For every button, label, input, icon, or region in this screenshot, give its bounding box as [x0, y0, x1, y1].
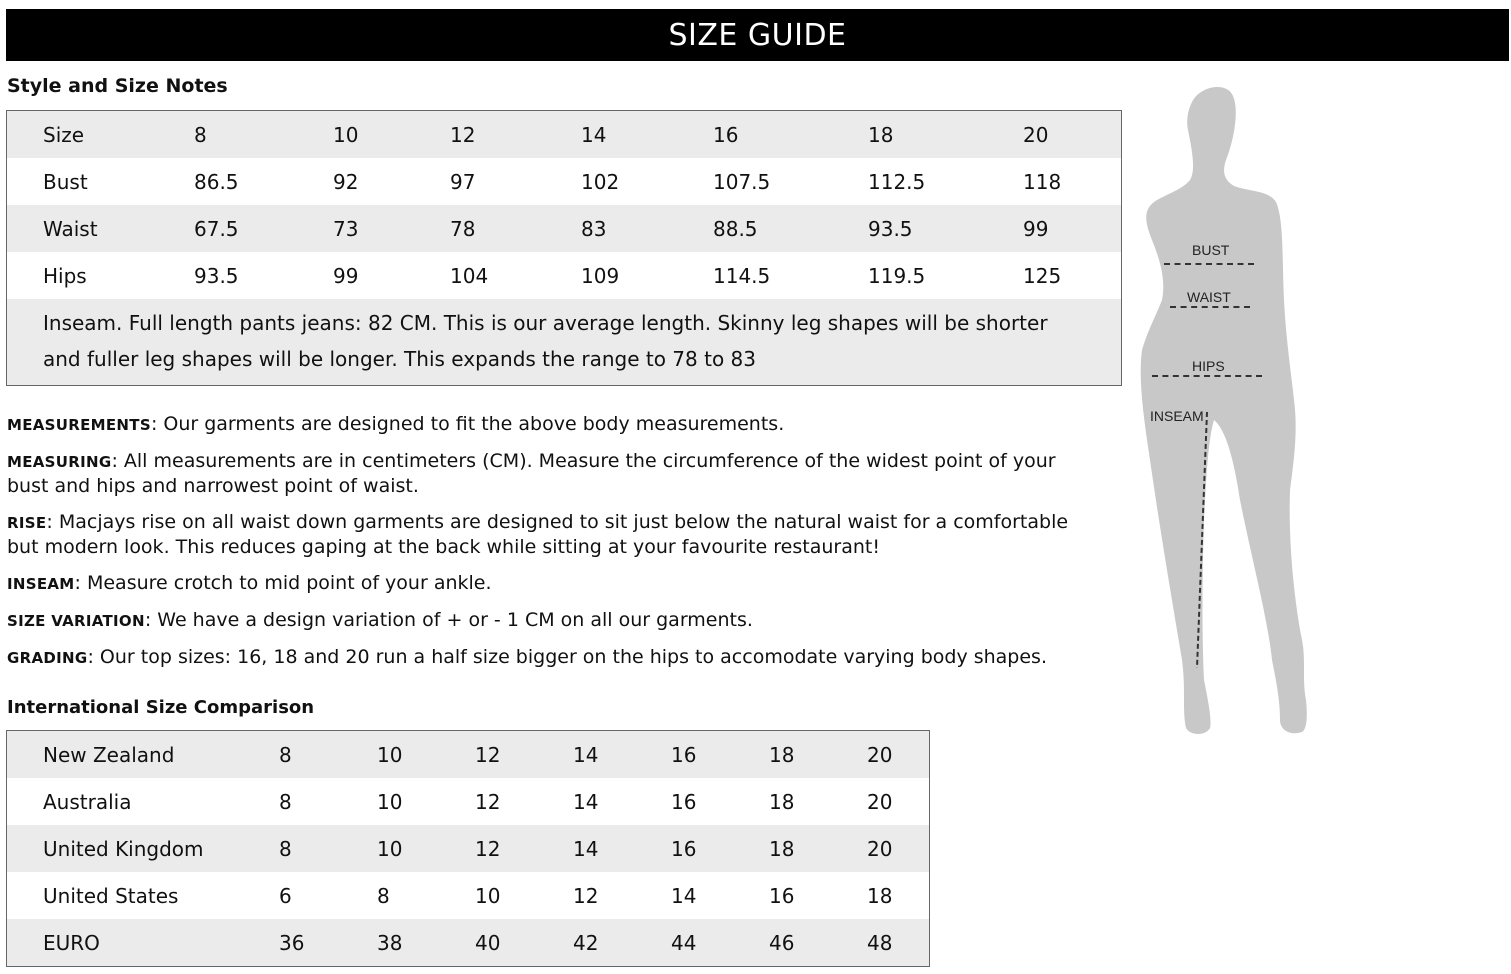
- page-title: SIZE GUIDE: [6, 9, 1509, 61]
- table-cell: 10: [475, 883, 501, 908]
- table-cell: 99: [1023, 216, 1049, 241]
- table-row: [7, 825, 930, 872]
- table-row: [7, 731, 930, 779]
- table-cell: 46: [769, 930, 795, 955]
- column-header: 12: [450, 122, 476, 147]
- table-cell: 14: [573, 789, 599, 814]
- table-cell: 36: [279, 930, 305, 955]
- table-cell: 10: [377, 789, 403, 814]
- table-cell: 118: [1023, 169, 1062, 194]
- table-cell: 125: [1023, 263, 1062, 288]
- note-keyword: MEASURING: [7, 453, 112, 471]
- waist-label: WAIST: [1187, 289, 1231, 305]
- note-keyword: INSEAM: [7, 575, 75, 593]
- table-cell: 93.5: [194, 263, 239, 288]
- table-cell: 48: [867, 930, 893, 955]
- table-cell: 86.5: [194, 169, 239, 194]
- table-cell: 92: [333, 169, 359, 194]
- note-keyword: MEASUREMENTS: [7, 416, 151, 434]
- measurement-notes: [7, 412, 1087, 682]
- table-cell: 14: [573, 742, 599, 767]
- note-text: : Measure crotch to mid point of your ankle.: [74, 572, 492, 594]
- table-cell: 42: [573, 930, 599, 955]
- table-row: [7, 919, 930, 967]
- column-header: 20: [1023, 122, 1049, 147]
- table-cell: 97: [450, 169, 476, 194]
- size-notes-heading: Style and Size Notes: [7, 75, 228, 97]
- table-cell: 119.5: [868, 263, 926, 288]
- table-row: [7, 299, 1122, 386]
- note-keyword: GRADING: [7, 649, 88, 667]
- table-cell: 10: [377, 836, 403, 861]
- table-cell: 109: [581, 263, 620, 288]
- note-text: : Our top sizes: 16, 18 and 20 run a half size bigger on the hips to accomodate varying body shapes.: [87, 646, 1047, 668]
- bust-line: [1164, 263, 1254, 265]
- row-label: United States: [43, 883, 179, 908]
- note-size-variation: [7, 608, 1087, 633]
- column-header: 14: [581, 122, 607, 147]
- column-header: 16: [713, 122, 739, 147]
- inseam-label: INSEAM: [1150, 408, 1204, 424]
- table-cell: 102: [581, 169, 620, 194]
- note-measurements: [7, 412, 1087, 437]
- note-measuring: [7, 449, 1087, 498]
- table-cell: 18: [867, 883, 893, 908]
- hips-line: [1152, 375, 1262, 377]
- column-header: Size: [43, 122, 85, 147]
- table-row: [7, 872, 930, 919]
- note-text: : All measurements are in centimeters (CM). Measure the circumference of the widest point of your bust and hips and narrowest point of waist.: [7, 450, 1056, 497]
- table-cell: 104: [450, 263, 489, 288]
- table-cell: 8: [279, 742, 292, 767]
- table-cell: 12: [573, 883, 599, 908]
- row-label: New Zealand: [43, 742, 175, 767]
- row-label: Australia: [43, 789, 132, 814]
- table-cell: 20: [867, 789, 893, 814]
- table-cell: 67.5: [194, 216, 239, 241]
- table-cell: 18: [769, 789, 795, 814]
- table-cell: 16: [671, 789, 697, 814]
- table-cell: 112.5: [868, 169, 926, 194]
- table-cell: 12: [475, 789, 501, 814]
- table-cell: 18: [769, 836, 795, 861]
- note-inseam: [7, 571, 1087, 596]
- bust-label: BUST: [1192, 242, 1230, 258]
- note-keyword: RISE: [7, 514, 47, 532]
- table-cell: 78: [450, 216, 476, 241]
- note-keyword: SIZE VARIATION: [7, 612, 145, 630]
- row-label: EURO: [43, 930, 100, 955]
- table-cell: 18: [769, 742, 795, 767]
- note-rise: [7, 510, 1087, 559]
- hips-label: HIPS: [1192, 358, 1225, 374]
- table-cell: 88.5: [713, 216, 758, 241]
- note-text: : We have a design variation of + or - 1 CM on all our garments.: [144, 609, 753, 631]
- row-label: Bust: [43, 169, 88, 194]
- table-cell: 16: [769, 883, 795, 908]
- row-label: United Kingdom: [43, 836, 204, 861]
- international-heading: International Size Comparison: [7, 697, 315, 718]
- table-cell: 73: [333, 216, 359, 241]
- inseam-note: Inseam. Full length pants jeans: 82 CM. This is our average length. Skinny leg shapes will be shorter and fuller leg shapes will be longer. This expands the range to 78 to 83: [43, 311, 1048, 371]
- international-size-table: [6, 730, 930, 967]
- table-cell: 20: [867, 742, 893, 767]
- note-text: : Macjays rise on all waist down garments are designed to sit just below the natural waist for a comfortable but modern look. This reduces gaping at the back while sitting at your favourite restaurant!: [7, 511, 1069, 558]
- table-cell: 14: [671, 883, 697, 908]
- table-cell: 44: [671, 930, 697, 955]
- table-cell: 6: [279, 883, 292, 908]
- table-cell: 8: [279, 836, 292, 861]
- table-cell: 16: [671, 836, 697, 861]
- table-cell: 20: [867, 836, 893, 861]
- table-cell: 114.5: [713, 263, 771, 288]
- table-cell: 8: [377, 883, 390, 908]
- table-row: [7, 205, 1122, 252]
- table-cell: 40: [475, 930, 501, 955]
- note-text: : Our garments are designed to fit the above body measurements.: [150, 413, 785, 435]
- column-header: 8: [194, 122, 207, 147]
- waist-line: [1170, 306, 1250, 308]
- table-cell: 38: [377, 930, 403, 955]
- column-header: 10: [333, 122, 359, 147]
- table-cell: 83: [581, 216, 607, 241]
- table-cell: 93.5: [868, 216, 913, 241]
- table-cell: 16: [671, 742, 697, 767]
- table-cell: 107.5: [713, 169, 771, 194]
- table-cell: 12: [475, 742, 501, 767]
- size-measurement-table: [6, 110, 1122, 386]
- table-cell: 10: [377, 742, 403, 767]
- table-cell: 8: [279, 789, 292, 814]
- table-row: [7, 252, 1122, 299]
- note-grading: [7, 645, 1087, 670]
- row-label: Waist: [43, 216, 98, 241]
- table-cell: 12: [475, 836, 501, 861]
- table-row: [7, 111, 1122, 159]
- table-cell: 99: [333, 263, 359, 288]
- body-silhouette-figure: [1130, 80, 1330, 740]
- table-cell: 14: [573, 836, 599, 861]
- row-label: Hips: [43, 263, 87, 288]
- column-header: 18: [868, 122, 894, 147]
- table-row: [7, 158, 1122, 205]
- table-row: [7, 778, 930, 825]
- inseam-line: [1190, 410, 1220, 680]
